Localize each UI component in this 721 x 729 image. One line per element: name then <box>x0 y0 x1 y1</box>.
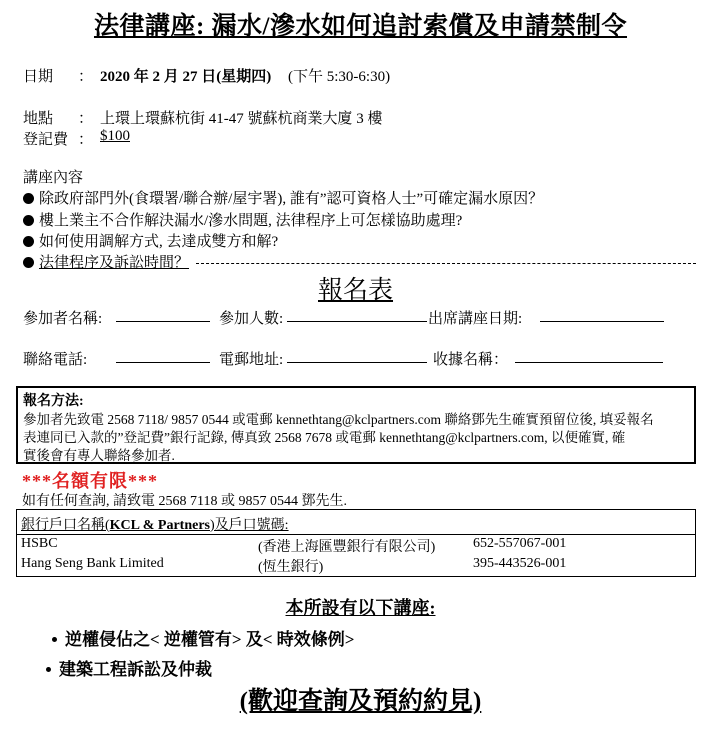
participant-name-field[interactable] <box>116 307 210 322</box>
method-line: 參加者先致電 2568 7118/ 9857 0544 或電郵 kennethtang@kclpartners.com 聯絡鄧先生確實預留位後, 填妥報名 <box>23 412 654 427</box>
location-colon: ： <box>78 111 94 127</box>
participant-count-label: 參加人數: <box>219 311 284 327</box>
bullet-icon <box>52 637 57 642</box>
participant-count-field[interactable] <box>287 307 427 322</box>
phone-label: 聯絡電話: <box>23 352 88 368</box>
method-heading: 報名方法: <box>23 394 84 409</box>
location-label: 地點 <box>23 111 54 127</box>
fee-label: 登記費 <box>23 132 69 148</box>
content-item: 樓上業主不合作解決漏水/滲水問題, 法律程序上可怎樣協助處理? <box>23 209 462 230</box>
attend-date-label: 出席講座日期: <box>428 311 523 327</box>
phone-field[interactable] <box>116 348 210 363</box>
footer-text: (歡迎查詢及預約約見) <box>239 688 482 715</box>
receipt-name-label: 收據名稱： <box>433 352 509 368</box>
bank-chinese-name: (恆生銀行) <box>258 560 324 575</box>
bank-divider <box>17 534 695 535</box>
method-line: 實後會有專人聯絡參加者. <box>23 448 175 463</box>
receipt-name-field[interactable] <box>515 348 663 363</box>
bank-name: Hang Seng Bank Limited <box>21 556 164 571</box>
bank-account-number: 652-557067-001 <box>473 536 567 551</box>
enquiry-text: 如有任何查詢, 請致電 2568 7118 或 9857 0544 鄧先生. <box>22 494 347 509</box>
registration-method-box <box>16 386 696 464</box>
attend-date-field[interactable] <box>540 307 664 322</box>
content-item: 除政府部門外(食環署/聯合辦/屋宇署), 誰有”認可資格人士”可確定漏水原因？ <box>23 187 543 208</box>
time-value: (下午 5:30-6:30) <box>288 69 391 85</box>
dashed-divider <box>196 263 696 264</box>
courses-title: 本所設有以下講座: <box>285 598 436 618</box>
email-label: 電郵地址: <box>219 352 284 368</box>
bank-heading: 銀行戶口名稱(KCL & Partners)及戶口號碼: <box>21 518 289 533</box>
bullet-icon <box>46 667 51 672</box>
bank-info-box <box>16 509 696 577</box>
bank-chinese-name: (香港上海匯豐銀行有限公司) <box>258 540 436 555</box>
course-item: 逆權侵佔之< 逆權管有> 及< 時效條例> <box>52 625 355 650</box>
content-item: 法律程序及訴訟時間？ <box>23 251 189 272</box>
location-value: 上環上環蘇杭街 41-47 號蘇杭商業大廈 3 樓 <box>100 111 383 127</box>
bullet-icon <box>23 257 34 268</box>
fee-value: $100 <box>100 128 130 144</box>
date-colon: ： <box>78 69 94 85</box>
bank-account-number: 395-443526-001 <box>473 556 567 571</box>
date-label: 日期 <box>23 69 54 85</box>
bullet-icon <box>23 193 34 204</box>
date-value: 2020 年 2 月 27 日(星期四) <box>100 69 272 85</box>
bank-name: HSBC <box>21 536 58 551</box>
course-item: 建築工程訴訟及仲裁 <box>46 655 212 680</box>
bullet-icon <box>23 236 34 247</box>
limited-places-notice: ***名額有限*** <box>22 471 158 491</box>
form-title: 報名表 <box>318 277 394 304</box>
page-title: 法律講座: 漏水/滲水如何追討索償及申請禁制令 <box>93 13 628 40</box>
email-field[interactable] <box>287 348 427 363</box>
participant-name-label: 參加者名稱: <box>23 311 103 327</box>
fee-colon: ： <box>78 132 94 148</box>
bullet-icon <box>23 215 34 226</box>
content-heading: 講座內容 <box>23 170 84 186</box>
content-item: 如何使用調解方式, 去達成雙方和解? <box>23 230 278 251</box>
method-line: 表連同已入款的”登記費”銀行記錄, 傳真致 2568 7678 或電郵 kennethtang@kclpartners.com, 以便確實, 確 <box>23 430 626 445</box>
